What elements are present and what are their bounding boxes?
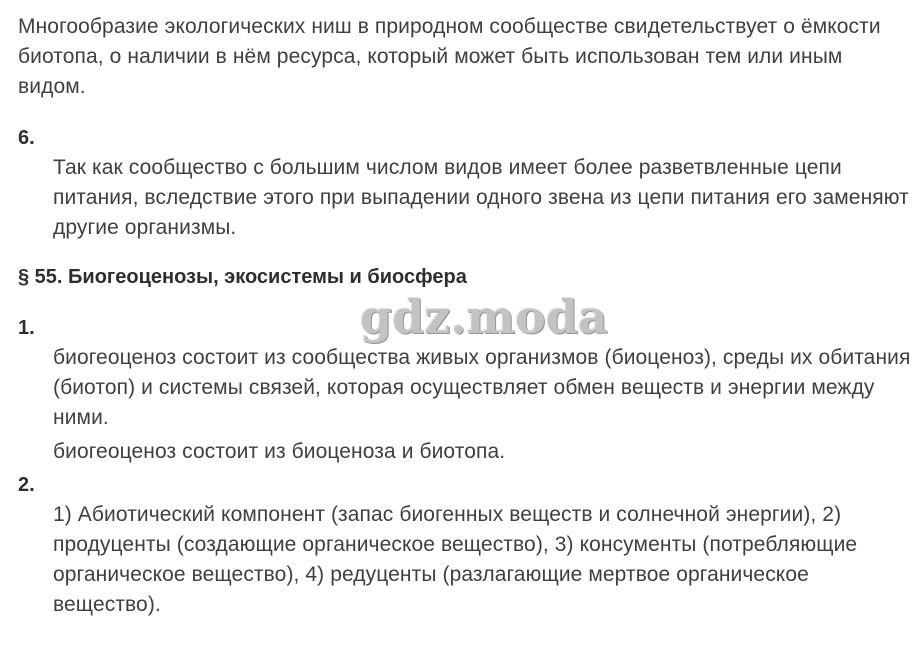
intro-paragraph: Многообразие экологических ниш в природном сообществе свидетельствует о ёмкости биотопа, о наличии в нём ресурса, который может быть использован тем или иным видом. (18, 15, 881, 98)
item-2-number: 2. (18, 474, 35, 496)
item-1-text-a: биогеоценоз состоит из сообщества живых организмов (биоценоз), среды их обитания (биотоп) и системы связей, которая осуществляет обмен веществ и энергии между ними. (53, 346, 911, 429)
watermark-logo: gdz.moda (360, 290, 608, 344)
item-1-number: 1. (18, 317, 35, 339)
item-6-number: 6. (18, 127, 35, 149)
item-1-text-b: биогеоценоз состоит из биоценоза и биотопа. (53, 440, 506, 463)
section-title: § 55. Биогеоценозы, экосистемы и биосфера (18, 266, 467, 288)
item-6-text: Так как сообщество с большим числом видов имеет более разветвленные цепи питания, вследствие этого при выпадении одного звена из цепи питания его заменяют другие организмы. (53, 156, 909, 239)
item-2-text: 1) Абиотический компонент (запас биогенных веществ и солнечной энергии), 2) продуценты (создающие органическое вещество), 3) консументы (потребляющие органическое вещество), 4) редуценты (разлагающие мертвое органическое вещество). (53, 503, 858, 616)
